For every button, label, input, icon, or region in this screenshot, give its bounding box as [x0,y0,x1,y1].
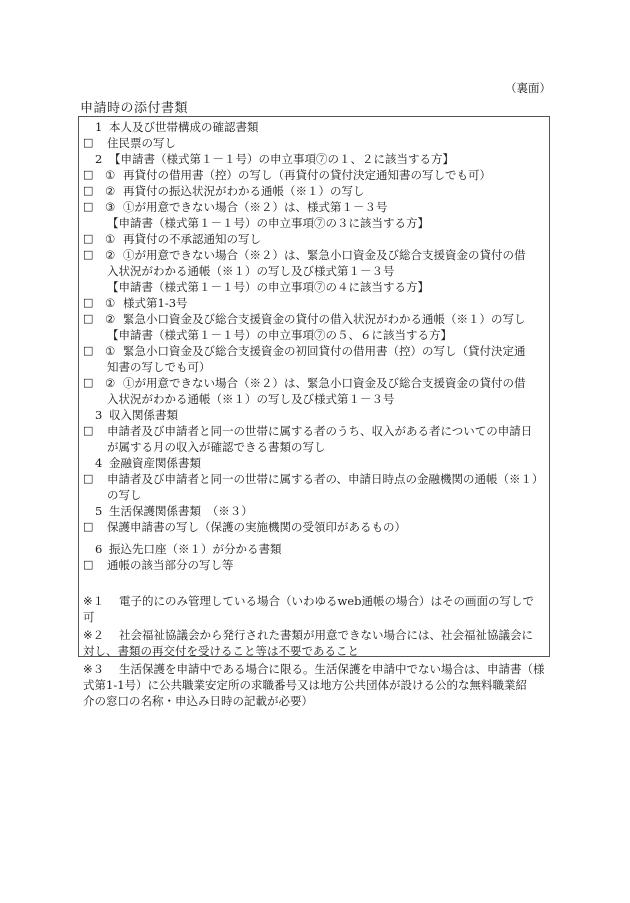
attachments-box [78,116,550,708]
checklist-item [83,375,545,391]
note-text: 生活保護を申請中である場合に限る。生活保護を申請中でない場合は、申請書（様 [119,662,545,676]
checkbox-icon[interactable]: □ [83,312,94,325]
section-3-heading [83,407,545,423]
item-continuation: の写し [107,488,142,502]
item-continuation: 入状況がわかる通帳（※１）の写し及び様式第１－３号 [107,264,395,278]
item-mark: ① [105,232,116,246]
item-mark: ① [105,344,116,358]
checkbox-icon[interactable]: □ [83,184,94,197]
checkbox-icon[interactable]: □ [83,376,94,389]
item-mark: ② [105,312,116,326]
checklist-item [83,247,545,263]
section-5-heading [83,503,545,519]
item-mark: ① [105,296,116,310]
item-continuation: が属する月の収入が確認できる書類の写し [107,440,326,454]
item-text: 様式第1-3号 [123,296,188,310]
item-text: 緊急小口資金及び総合支援資金の貸付の借入状況がわかる通帳（※１）の写し [123,312,526,326]
section-4-heading [83,455,545,471]
section-heading: 収入関係書類 [109,408,178,422]
checklist-item [83,423,545,439]
item-mark: ② [105,248,116,262]
note-text: 電子的にのみ管理している場合（いわゆるweb通帳の場合）はその画面の写しで可 [83,594,535,624]
section-number: 5 [95,504,103,518]
note-1 [83,593,545,625]
item-mark: ③ [105,200,116,214]
note-continuation: 介の窓口の名称・申込み日時の記載が必要） [83,694,313,708]
item-text: 住民票の写し [107,136,176,150]
item-text: 再貸付の不承認通知の写し [123,232,261,246]
item-text: ①が用意できない場合（※２）は、緊急小口資金及び総合支援資金の貸付の借 [123,248,526,262]
group-heading: 【申請書（様式第１－１号）の申立事項⑦の１、２に該当する方】 [109,152,454,166]
item-text: 再貸付の振込状況がわかる通帳（※１）の写し [123,184,365,198]
item-text: 再貸付の借用書（控）の写し（再貸付の貸付決定通知書の写しでも可） [123,168,491,182]
item-mark: ② [105,184,116,198]
checkbox-icon[interactable]: □ [83,136,94,149]
checklist-item [83,471,545,487]
checklist-item [83,295,545,311]
page-side-label: （裏面） [505,81,551,95]
item-text: 保護申請書の写し（保護の実施機関の受領印があるもの） [107,520,406,534]
item-mark: ① [105,168,116,182]
spacer [83,573,545,593]
section-number: 2 [95,152,103,166]
checklist-item [83,557,545,573]
checkbox-icon[interactable]: □ [83,344,94,357]
checklist-item [83,135,545,151]
checklist-item [83,167,545,183]
section-1-heading [83,119,545,135]
item-mark: ② [105,376,116,390]
group-heading: 【申請書（様式第１－１号）の申立事項⑦の３に該当する方】 [107,216,429,230]
item-text: ①が用意できない場合（※２）は、様式第１－３号 [123,200,388,214]
section-heading: 生活保護関係書類 （※３） [109,504,253,518]
section-2-heading [83,151,545,167]
checklist-item [83,231,545,247]
section-heading: 振込先口座（※１）が分かる書類 [109,542,282,556]
checkbox-icon[interactable]: □ [83,232,94,245]
checkbox-icon[interactable]: □ [83,296,94,309]
group-heading: 【申請書（様式第１－１号）の申立事項⑦の４に該当する方】 [107,280,429,294]
item-text: 通帳の該当部分の写し等 [107,558,234,572]
section-number: 1 [95,120,103,134]
checkbox-icon[interactable]: □ [83,472,94,485]
item-text: ①が用意できない場合（※２）は、緊急小口資金及び総合支援資金の貸付の借 [123,376,526,390]
section-number: 4 [95,456,103,470]
checkbox-icon[interactable]: □ [83,558,94,571]
note-3 [83,661,545,709]
checklist-item [83,311,545,327]
note-continuation: 式第1-1号）に公共職業安定所の求職番号又は地方公共団体が設ける公的な無料職業紹 [83,678,528,692]
note-mark: ※３ [83,662,105,676]
checkbox-icon[interactable]: □ [83,168,94,181]
item-text: 緊急小口資金及び総合支援資金の初回貸付の借用書（控）の写し（貸付決定通 [123,344,526,358]
group-heading: 【申請書（様式第１－１号）の申立事項⑦の５、６に該当する方】 [107,328,452,342]
checkbox-icon[interactable]: □ [83,424,94,437]
section-heading: 金融資産関係書類 [109,456,201,470]
checklist-item [83,343,545,359]
note-2 [83,627,545,659]
checklist-item [83,199,545,215]
item-continuation: 入状況がわかる通帳（※１）の写し及び様式第１－３号 [107,392,395,406]
checkbox-icon[interactable]: □ [83,248,94,261]
item-text: 申請者及び申請者と同一の世帯に属する者の、申請日時点の金融機関の通帳（※１） [107,472,544,486]
checklist-item [83,183,545,199]
note-mark: ※１ [83,594,105,608]
item-text: 申請者及び申請者と同一の世帯に属する者のうち、収入がある者についての申請日 [107,424,533,438]
section-number: 3 [95,408,103,422]
document-title: 申請時の添付書類 [80,101,189,116]
section-6-heading [83,541,545,557]
section-heading: 本人及び世帯構成の確認書類 [109,120,259,134]
note-mark: ※２ [83,628,105,642]
checkbox-icon[interactable]: □ [83,520,94,533]
checkbox-icon[interactable]: □ [83,200,94,213]
item-continuation: 知書の写しでも可） [107,360,211,374]
section-number: 6 [95,542,103,556]
checklist-item [83,519,545,535]
note-continuation: 対し、書類の再交付を受けること等は不要であること [83,644,359,658]
note-text: 社会福祉協議会から発行された書類が用意できない場合には、社会福祉協議会に [119,628,533,642]
